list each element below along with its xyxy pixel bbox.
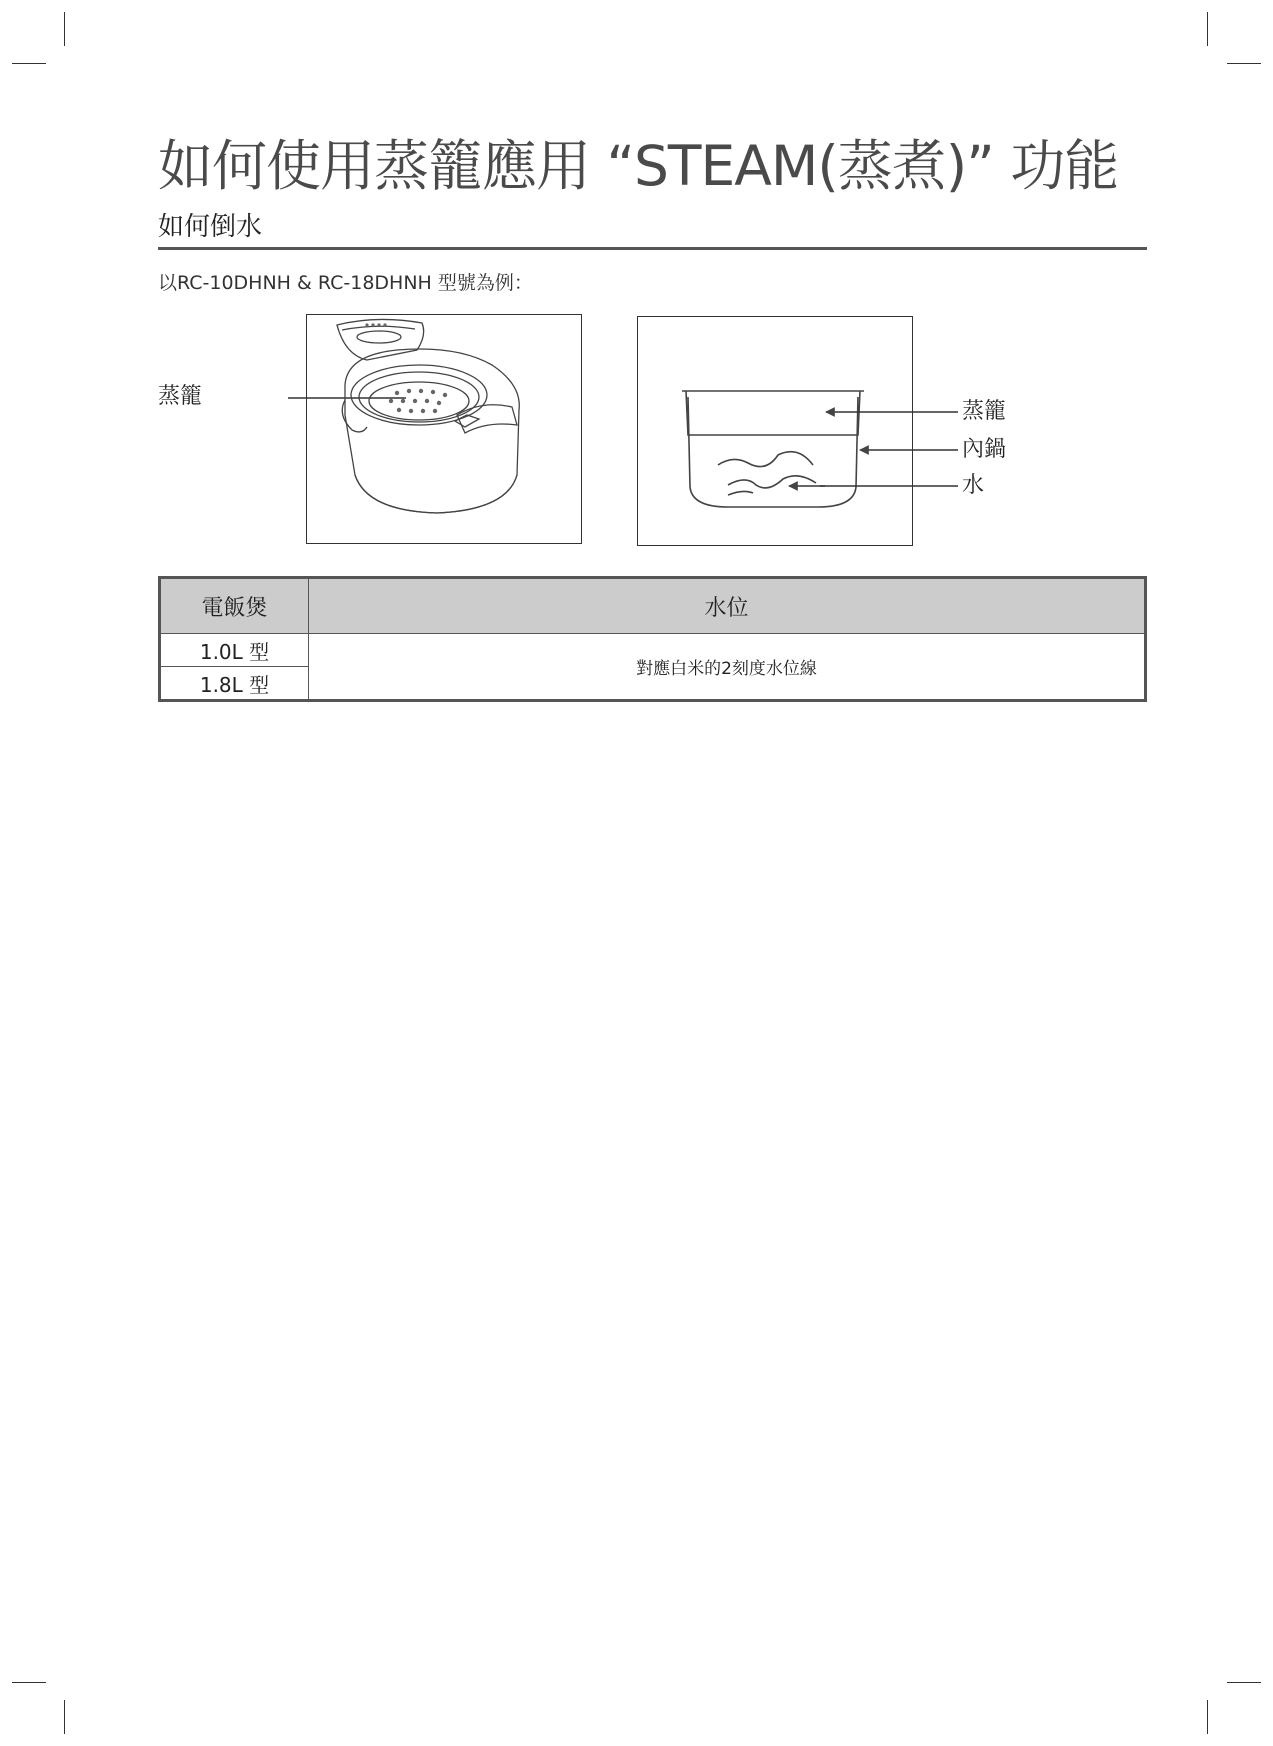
column-header-water-level: 水位 [309, 578, 1146, 634]
crop-mark [1207, 1700, 1208, 1734]
crop-mark [12, 63, 46, 64]
crop-mark [64, 12, 65, 46]
water-pointer-tip [785, 476, 825, 496]
model-cell: 1.0L 型 [160, 634, 309, 667]
crop-mark [1207, 12, 1208, 46]
crop-mark [1227, 1682, 1261, 1683]
cross-section-pointers [820, 400, 960, 510]
section-heading: 如何倒水 [158, 212, 263, 242]
rice-cooker-illustration [306, 314, 582, 544]
crop-mark [1227, 63, 1261, 64]
steamer-label-left: 蒸籠 [158, 384, 203, 409]
inner-pot-label: 內鍋 [962, 437, 1007, 462]
table-row [160, 634, 1146, 667]
crop-mark [12, 1682, 46, 1683]
rice-cooker-drawing [307, 315, 580, 542]
table-header-row [160, 578, 1146, 634]
column-header-cooker: 電飯煲 [160, 578, 309, 634]
model-cell: 1.8L 型 [160, 667, 309, 701]
page-title: 如何使用蒸籠應用 “STEAM(蒸煮)” 功能 [158, 134, 1119, 198]
steamer-label-right: 蒸籠 [962, 399, 1007, 424]
heading-divider [158, 247, 1147, 250]
water-level-cell: 對應白米的2刻度水位線 [309, 634, 1146, 701]
water-level-table [158, 576, 1147, 702]
example-note: 以RC-10DHNH & RC-18DHNH 型號為例： [158, 272, 533, 294]
water-label: 水 [962, 473, 985, 498]
crop-mark [64, 1700, 65, 1734]
